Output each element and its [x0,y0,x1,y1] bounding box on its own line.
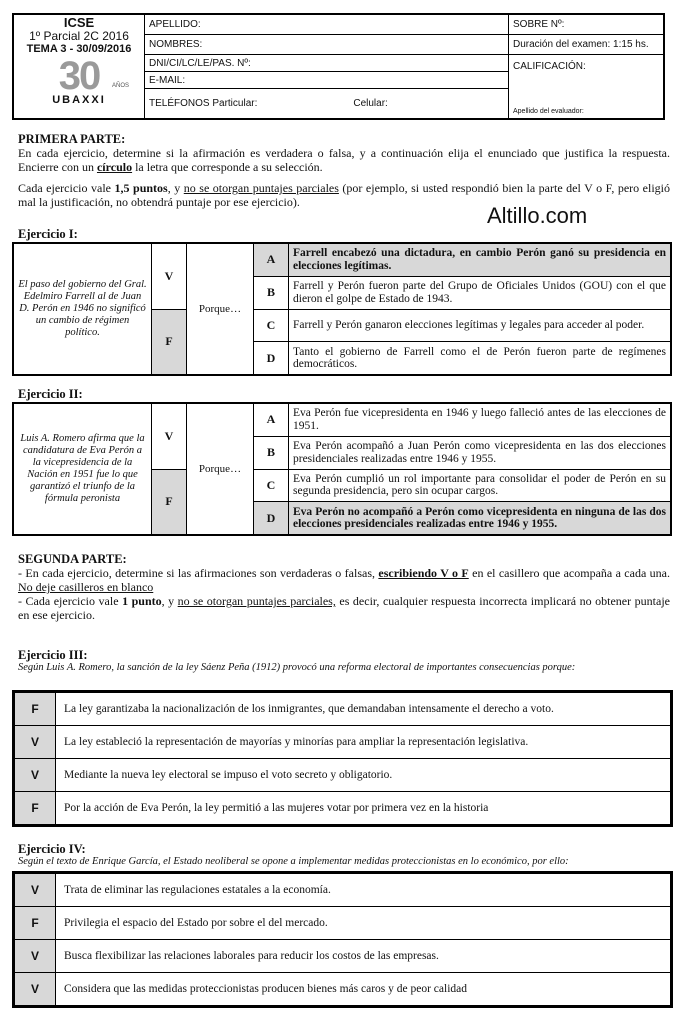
table-row: F Privilegia el espacio del Estado por sobre el del mercado. [15,907,670,940]
header-logo-block [14,15,145,118]
phone-label: TELÉFONOS Particular: [149,98,258,109]
answer-box[interactable]: V [15,973,56,1005]
cell-label: Celular: [353,98,388,109]
ex2-title: Ejercicio II: [18,387,83,401]
answer-box[interactable]: V [15,940,56,972]
part1-instr: En cada ejercicio, determine si la afirmación es verdadera o falsa, y a continuación elija el enunciado que justifica la respuesta. Encierre con un círculo la letra que corresponde a su selección. [18,146,670,174]
ex1-option-b[interactable]: B Farrell y Perón fueron parte del Grupo de Oficiales Unidos (GOU) con el que dieron el golpe de Estado de 1943. [254,277,670,310]
ex3-subtitle: Según Luis A. Romero, la sanción de la ley Sáenz Peña (1912) provocó una reforma electoral de importantes consecuencias porque: [18,662,576,673]
exam-name: 1º Parcial 2C 2016 [29,29,129,43]
ex2-vf [152,404,187,534]
evaluador-label: Apellido del evaluador: [513,108,584,115]
ex3-title: Ejercicio III: [18,648,88,662]
ex1-option-d[interactable]: D Tanto el gobierno de Farrell como el de Perón fueron parte de regímenes democráticos. [254,342,670,374]
field-calificacion[interactable] [509,55,663,118]
header-right [509,15,663,118]
field-dni[interactable]: DNI/CI/LC/LE/PAS. Nº: [145,55,508,72]
part2-line1: - En cada ejercicio, determine si las afirmaciones son verdaderas o falsas, escribiendo V o F en el casillero que acompaña a cada una. No deje casilleros en blanco [18,566,670,594]
part1-value: Cada ejercicio vale 1,5 puntos, y no se otorgan puntajes parciales (por ejemplo, si usted respondió bien la parte del V o F, pero eligió mal la justificación, no obtendrá puntaje por ese ejercicio). [18,181,671,209]
exam-duration: Duración del examen: 1:15 hs. [509,35,663,55]
ex3-heading [18,648,670,674]
logo-anos: AÑOS [112,83,130,89]
field-sobre[interactable]: SOBRE Nº: [509,15,663,35]
ex1-table [12,242,672,376]
field-nombres[interactable]: NOMBRES: [145,35,508,55]
ex2-v[interactable]: V [164,428,174,443]
ex2-options [254,404,670,534]
table-row: V Busca flexibilizar las relaciones laborales para reducir los costos de las empresas. [15,940,670,973]
answer-box[interactable]: F [15,792,56,824]
ex2-statement: Luis A. Romero afirma que la candidatura de Eva Perón a la vicepresidencia de la Nación en 1951 fue lo que garantizó el triunfo de la fórmula peronista [14,404,152,534]
table-row: V Trata de eliminar las regulaciones estatales a la economía. [15,874,670,907]
ex1-f[interactable]: F [152,309,186,375]
calificacion-label: CALIFICACIÓN: [513,61,586,72]
part1-instructions [18,132,670,209]
header-fields [145,15,509,118]
ex1-options [254,244,670,374]
ex2-option-b[interactable]: B Eva Perón acompañó a Juan Perón como vicepresidenta en las dos elecciones presidenciales realizadas entre 1946 y 1955. [254,437,670,470]
logo-name: UBAXXI [52,94,106,106]
table-row: V La ley estableció la representación de mayorías y minorías para ampliar la representación legislativa. [15,726,670,759]
table-row: F Por la acción de Eva Perón, la ley permitió a las mujeres votar por primera vez en la historia [15,792,670,824]
table-row: V Mediante la nueva ley electoral se impuso el voto secreto y obligatorio. [15,759,670,792]
ex1-option-a[interactable]: A Farrell encabezó una dictadura, en cambio Perón ganó su presidencia en elecciones legítimas. [254,244,670,277]
field-email[interactable]: E-MAIL: [145,72,508,89]
ex2-f[interactable]: F [152,469,186,535]
answer-box[interactable]: F [15,693,56,725]
part1-title: PRIMERA PARTE: [18,132,126,146]
institution: ICSE [63,15,95,30]
ex3-table [12,690,673,827]
answer-box[interactable]: F [15,907,56,939]
ex1-vf [152,244,187,374]
ex1-option-c[interactable]: C Farrell y Perón ganaron elecciones legítimas y legales para acceder al poder. [254,310,670,343]
answer-box[interactable]: V [15,726,56,758]
ex2-table [12,402,672,536]
ex4-heading [18,842,670,868]
ex2-option-c[interactable]: C Eva Perón cumplió un rol importante para consolidar el poder de Perón en su segunda presidencia, pero sin ocupar cargos. [254,470,670,503]
ex4-title: Ejercicio IV: [18,842,86,856]
watermark: Altillo.com [487,203,588,228]
answer-box[interactable]: V [15,874,56,906]
part2-title: SEGUNDA PARTE: [18,552,127,566]
field-apellido[interactable]: APELLIDO: [145,15,508,35]
ex4-table [12,871,673,1008]
ex4-subtitle: Según el texto de Enrique García, el Estado neoliberal se opone a implementar medidas proteccionistas en lo económico, por ello: [18,856,569,867]
table-row: V Considera que las medidas proteccionistas producen bienes más caros y de peor calidad [15,973,670,1005]
ex2-option-a[interactable]: A Eva Perón fue vicepresidenta en 1946 y luego falleció antes de las elecciones de 1951. [254,404,670,437]
field-telefonos[interactable] [145,89,508,118]
answer-box[interactable]: V [15,759,56,791]
ex1-statement: El paso del gobierno del Gral. Edelmiro Farrell al de Juan D. Perón en 1946 no significó un cambio de régimen político. [14,244,152,374]
table-row: F La ley garantizaba la nacionalización de los inmigrantes, que demandaban intensamente el derecho a voto. [15,693,670,726]
logo-number: 30 [58,54,100,98]
part2-instructions [18,552,670,622]
exam-header [12,13,665,120]
ex2-porque: Porque… [187,404,254,534]
ex1-v[interactable]: V [164,268,174,283]
part2-line2: - Cada ejercicio vale 1 punto, y no se otorgan puntajes parciales, es decir, cualquier respuesta incorrecta implicará no obtener puntaje en ese ejercicio. [18,594,670,622]
ubaxxi-logo [14,54,144,106]
exam-tema: TEMA 3 - 30/09/2016 [26,43,132,55]
ex1-title: Ejercicio I: [18,227,78,241]
ex1-porque: Porque… [187,244,254,374]
ex2-option-d[interactable]: D Eva Perón no acompañó a Perón como vicepresidenta en ninguna de las dos elecciones presidenciales realizadas entre 1946 y 1955. [254,502,670,534]
